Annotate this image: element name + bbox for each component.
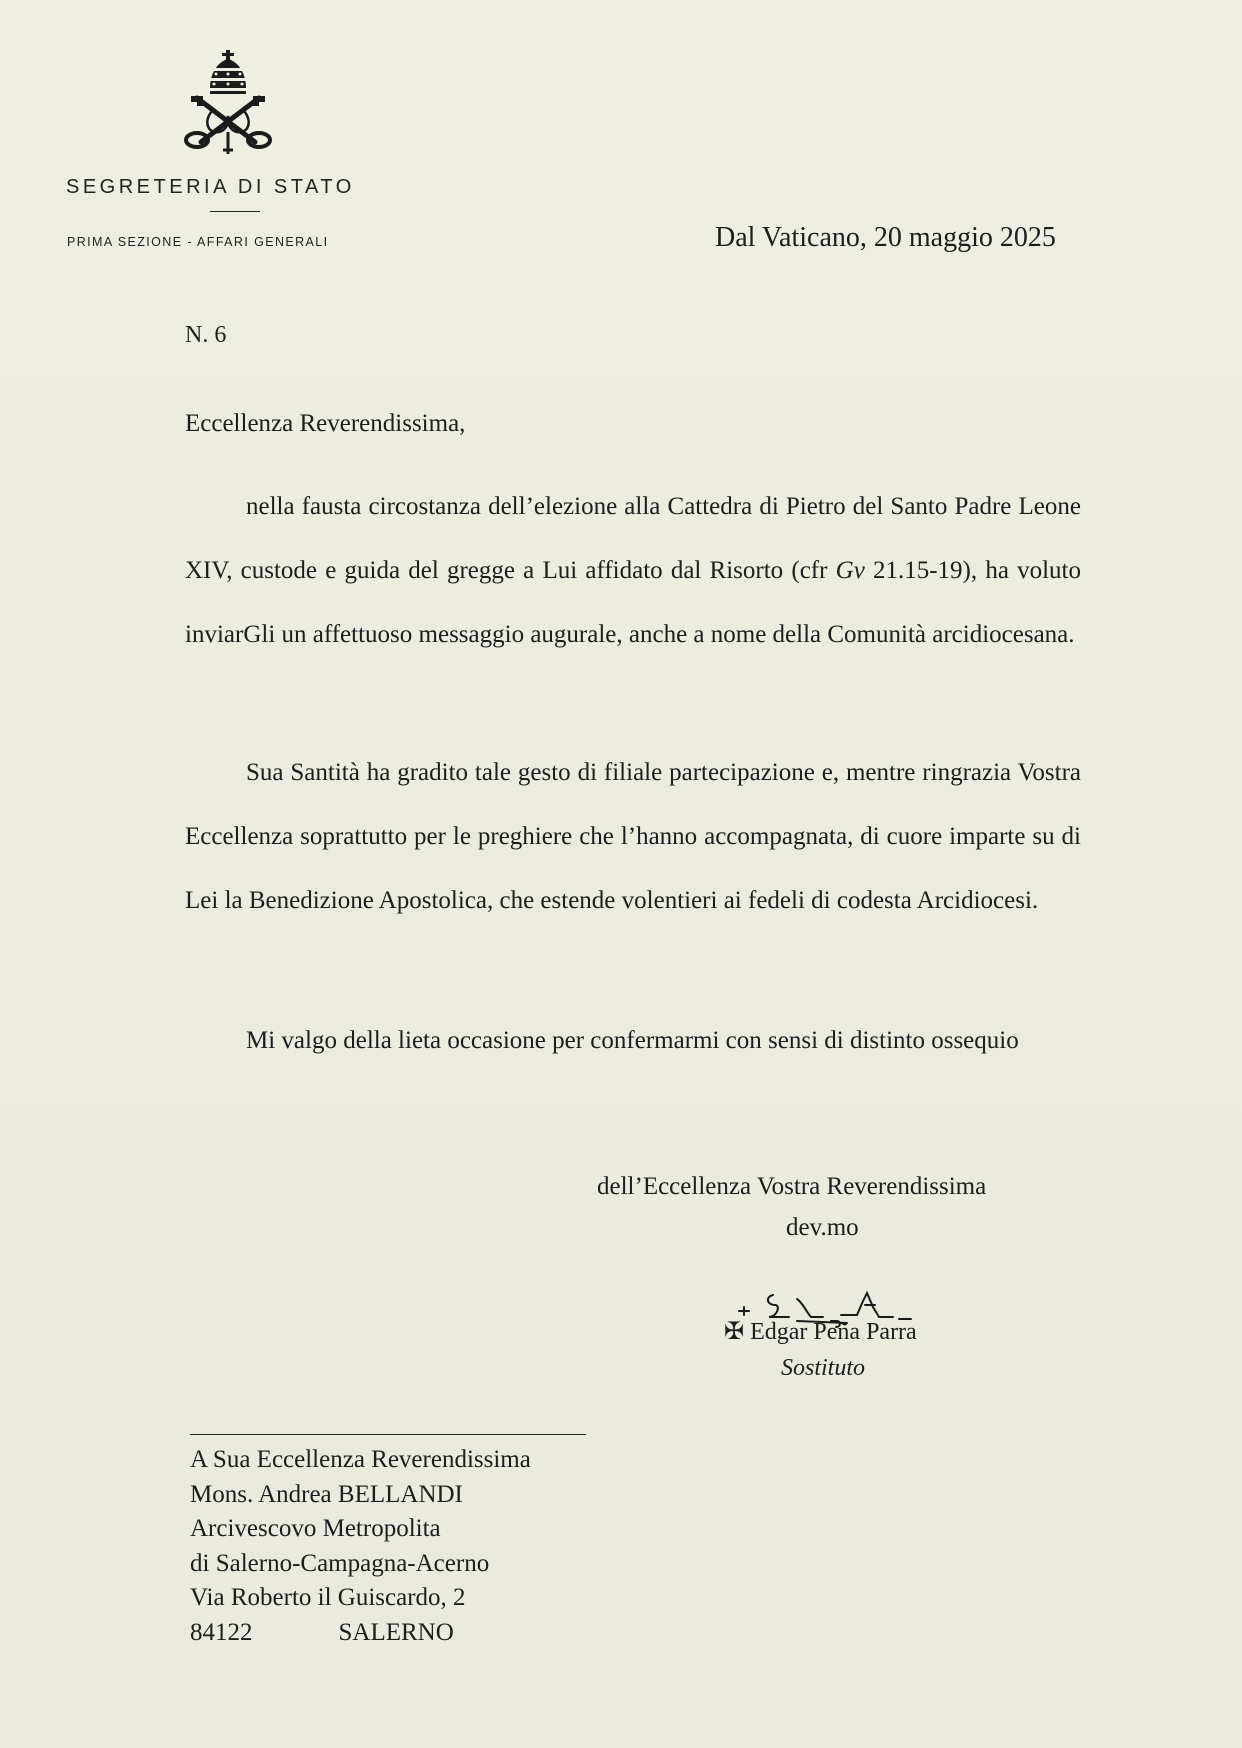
closing-abbreviation: dev.mo (786, 1214, 859, 1241)
signatory-name: Edgar Peña Parra (750, 1319, 917, 1345)
department-title: SEGRETERIA DI STATO (66, 176, 355, 198)
papal-crest-icon (183, 50, 273, 160)
letterhead-divider (210, 211, 260, 212)
postal-code: 84122 (190, 1618, 253, 1646)
address-line-4: di Salerno-Campagna-Acerno (190, 1549, 490, 1577)
salutation: Eccellenza Reverendissima, (185, 410, 466, 437)
address-line-5: Via Roberto il Guiscardo, 2 (190, 1584, 466, 1611)
cross-icon: ✠ (724, 1319, 745, 1345)
address-line-6 (190, 1616, 531, 1651)
city: SALERNO (338, 1618, 454, 1646)
paragraph-1-text-b: 21.15-19), ha voluto inviarGli un affettuoso messaggio augurale, anche a nome della Comunità arcidiocesana. (185, 557, 1082, 648)
address-divider (190, 1434, 586, 1435)
department-section: PRIMA SEZIONE - AFFARI GENERALI (67, 235, 329, 249)
address-line-3: Arcivescovo Metropolita (190, 1515, 441, 1542)
gospel-citation: Gv (835, 557, 865, 584)
signatory-line (724, 1317, 917, 1346)
signatory-title: Sostituto (781, 1355, 866, 1381)
body-paragraph-3: Mi valgo della lieta occasione per confermarmi con sensi di distinto ossequio (246, 1027, 1019, 1054)
body-paragraph-2: Sua Santità ha gradito tale gesto di filiale partecipazione e, mentre ringrazia Vostra Eccellenza soprattutto per le preghiere che l’hanno accompagnata, di cuore imparte su di Lei la Benedizione Apostolica, che estende volentieri ai fedeli di codesta Arcidiocesi. (185, 759, 1081, 914)
reference-number: N. 6 (185, 322, 227, 348)
letter-date: Dal Vaticano, 20 maggio 2025 (715, 222, 1056, 253)
body-paragraph-1 (185, 475, 1081, 667)
closing-formula: dell’Eccellenza Vostra Reverendissima (597, 1173, 987, 1200)
address-line-1: A Sua Eccellenza Reverendissima (190, 1446, 531, 1473)
paragraph-1-text-a: nella fausta circostanza dell’elezione alla Cattedra di Pietro del Santo Padre Leone XIV, custode e guida del gregge a Lui affidato dal Risorto (cfr (185, 493, 1081, 584)
recipient-address (190, 1443, 531, 1650)
address-line-2: Mons. Andrea BELLANDI (190, 1480, 463, 1508)
